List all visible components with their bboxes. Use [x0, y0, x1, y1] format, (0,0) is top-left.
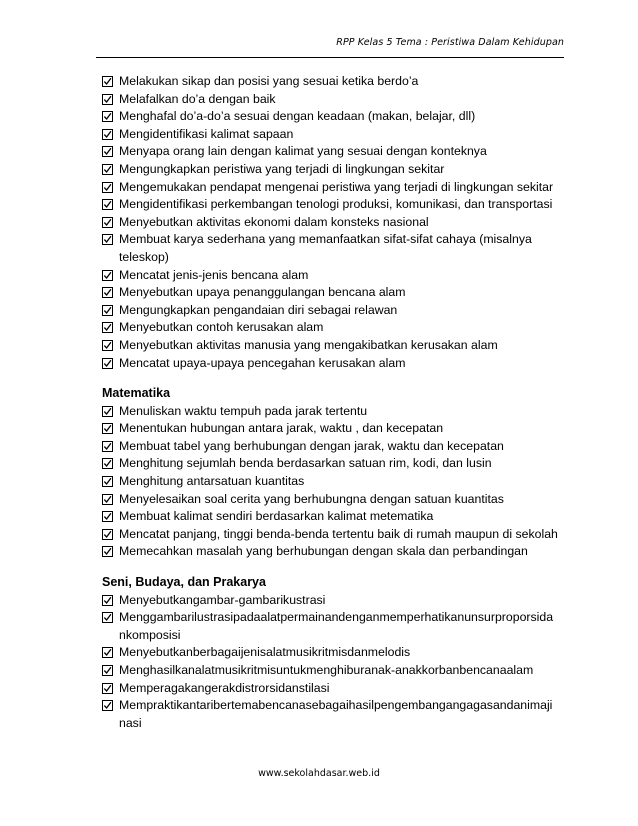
checklist-item	[102, 319, 567, 337]
checked-box-icon	[102, 358, 113, 369]
checklist-item-text: Mencatat jenis-jenis bencana alam	[119, 267, 309, 282]
checked-box-icon	[102, 287, 113, 298]
checklist-item	[102, 438, 567, 456]
checked-box-icon	[102, 94, 113, 105]
checklist-item-text: Menentukan hubungan antara jarak, waktu , dan kecepatan	[119, 421, 444, 436]
checked-box-icon	[102, 458, 113, 469]
checklist-item-text: Mengemukakan pendapat mengenai peristiwa yang terjadi di lingkungan sekitar	[119, 179, 554, 194]
checked-box-icon	[102, 146, 113, 157]
checklist-item	[102, 284, 567, 302]
checklist-item-text: Menghitung antarsatuan kuantitas	[119, 474, 305, 489]
checklist-item	[102, 143, 567, 161]
checklist-item	[102, 196, 567, 214]
checklist-seni-budaya-prakarya	[102, 592, 567, 733]
checked-box-icon	[102, 683, 113, 694]
checklist-item	[102, 662, 567, 680]
checklist-item	[102, 526, 567, 544]
checked-box-icon	[102, 340, 113, 351]
checklist-item-text: Menyapa orang lain dengan kalimat yang sesuai dengan konteknya	[119, 144, 487, 159]
checked-box-icon	[102, 199, 113, 210]
checklist-item-text: Mempraktikantaribertemabencanasebagaihasilpengembangangagasandanimaji nasi	[119, 698, 553, 730]
checklist-item-text: Membuat tabel yang berhubungan dengan jarak, waktu dan kecepatan	[119, 438, 504, 453]
checked-box-icon	[102, 441, 113, 452]
checklist-item	[102, 355, 567, 373]
running-header: RPP Kelas 5 Tema : Peristiwa Dalam Kehidupan	[336, 37, 564, 48]
checklist-item-text: Memecahkan masalah yang berhubungan dengan skala dan perbandingan	[119, 544, 528, 559]
checked-box-icon	[102, 546, 113, 557]
checklist-item-text: Melafalkan do’a dengan baik	[119, 91, 276, 106]
checklist-item-text: Mengidentifikasi perkembangan tenologi produksi, komunikasi, dan transportasi	[119, 197, 553, 212]
checked-box-icon	[102, 406, 113, 417]
checklist-item-text: Mencatat panjang, tinggi benda-benda tertentu baik di rumah maupun di sekolah	[119, 526, 558, 541]
checked-box-icon	[102, 270, 113, 281]
checklist-general	[102, 73, 567, 372]
checked-box-icon	[102, 476, 113, 487]
checked-box-icon	[102, 111, 113, 122]
checklist-item-text: Menyebutkan aktivitas ekonomi dalam konsteks nasional	[119, 214, 429, 229]
checklist-item	[102, 543, 567, 561]
checklist-item	[102, 420, 567, 438]
checked-box-icon	[102, 322, 113, 333]
checklist-item	[102, 508, 567, 526]
checked-box-icon	[102, 305, 113, 316]
checklist-item	[102, 267, 567, 285]
checklist-item	[102, 91, 567, 109]
document-body	[102, 73, 567, 732]
checklist-item	[102, 403, 567, 421]
checked-box-icon	[102, 423, 113, 434]
checklist-item	[102, 126, 567, 144]
checklist-item	[102, 592, 567, 610]
checklist-item-text: Menyebutkan upaya penanggulangan bencana alam	[119, 285, 406, 300]
checklist-item-text: Melakukan sikap dan posisi yang sesuai ketika berdo’a	[119, 74, 419, 88]
checklist-item-text: Menghasilkanalatmusikritmisuntukmenghiburanak-anakkorbanbencanaalam	[119, 663, 534, 677]
header-rule	[96, 57, 564, 58]
checklist-item-text: Menghafal do’a-do’a sesuai dengan keadaan (makan, belajar, dll)	[119, 109, 476, 124]
checked-box-icon	[102, 129, 113, 140]
checked-box-icon	[102, 511, 113, 522]
checklist-item-text: Mengungkapkan pengandaian diri sebagai relawan	[119, 302, 398, 317]
checklist-item	[102, 337, 567, 355]
checklist-item	[102, 455, 567, 473]
checklist-item-text: Menuliskan waktu tempuh pada jarak tertentu	[119, 403, 368, 418]
checklist-item-text: Menyebutkan contoh kerusakan alam	[119, 320, 324, 335]
checked-box-icon	[102, 164, 113, 175]
checklist-matematika	[102, 403, 567, 561]
checklist-item-text: Mencatat upaya-upaya pencegahan kerusakan alam	[119, 355, 406, 370]
checklist-item	[102, 609, 567, 644]
checked-box-icon	[102, 700, 113, 711]
section-title-seni-budaya-prakarya: Seni, Budaya, dan Prakarya	[102, 575, 266, 590]
checklist-item	[102, 491, 567, 509]
checked-box-icon	[102, 529, 113, 540]
checklist-item	[102, 231, 567, 266]
checked-box-icon	[102, 595, 113, 606]
checklist-item	[102, 680, 567, 698]
checklist-item	[102, 73, 567, 91]
checklist-item	[102, 697, 567, 732]
checked-box-icon	[102, 182, 113, 193]
checked-box-icon	[102, 647, 113, 658]
checklist-item-text: Menyebutkanberbagaijenisalatmusikritmisdanmelodis	[119, 645, 411, 660]
checklist-item	[102, 473, 567, 491]
checklist-item-text: Membuat kalimat sendiri berdasarkan kalimat metematika	[119, 509, 434, 524]
checked-box-icon	[102, 76, 113, 87]
page-footer-url: www.sekolahdasar.web.id	[258, 768, 380, 779]
checked-box-icon	[102, 494, 113, 505]
checklist-item-text: Menyebutkan aktivitas manusia yang mengakibatkan kerusakan alam	[119, 337, 498, 352]
checklist-item-text: Mengidentifikasi kalimat sapaan	[119, 126, 294, 141]
checklist-item	[102, 161, 567, 179]
checked-box-icon	[102, 234, 113, 245]
checklist-item-text: Menghitung sejumlah benda berdasarkan satuan rim, kodi, dan lusin	[119, 456, 492, 471]
section-title-matematika: Matematika	[102, 386, 171, 401]
checklist-item	[102, 108, 567, 126]
checklist-item-text: Menggambarilustrasipadaalatpermainandenganmemperhatikanunsurproporsida nkomposisi	[119, 610, 554, 642]
checklist-item	[102, 214, 567, 232]
checklist-item-text: Mengungkapkan peristiwa yang terjadi di lingkungan sekitar	[119, 161, 445, 176]
checklist-item	[102, 302, 567, 320]
checklist-item-text: Menyebutkangambar-gambarikustrasi	[119, 592, 326, 607]
checklist-item	[102, 644, 567, 662]
checked-box-icon	[102, 612, 113, 623]
checklist-item	[102, 179, 567, 197]
checklist-item-text: Memperagakangerakdistrorsidanstilasi	[119, 680, 330, 695]
checklist-item-text: Membuat karya sederhana yang memanfaatkan sifat-sifat cahaya (misalnya teleskop)	[119, 232, 532, 264]
checked-box-icon	[102, 217, 113, 228]
checklist-item-text: Menyelesaikan soal cerita yang berhubungna dengan satuan kuantitas	[119, 491, 504, 506]
checked-box-icon	[102, 665, 113, 676]
